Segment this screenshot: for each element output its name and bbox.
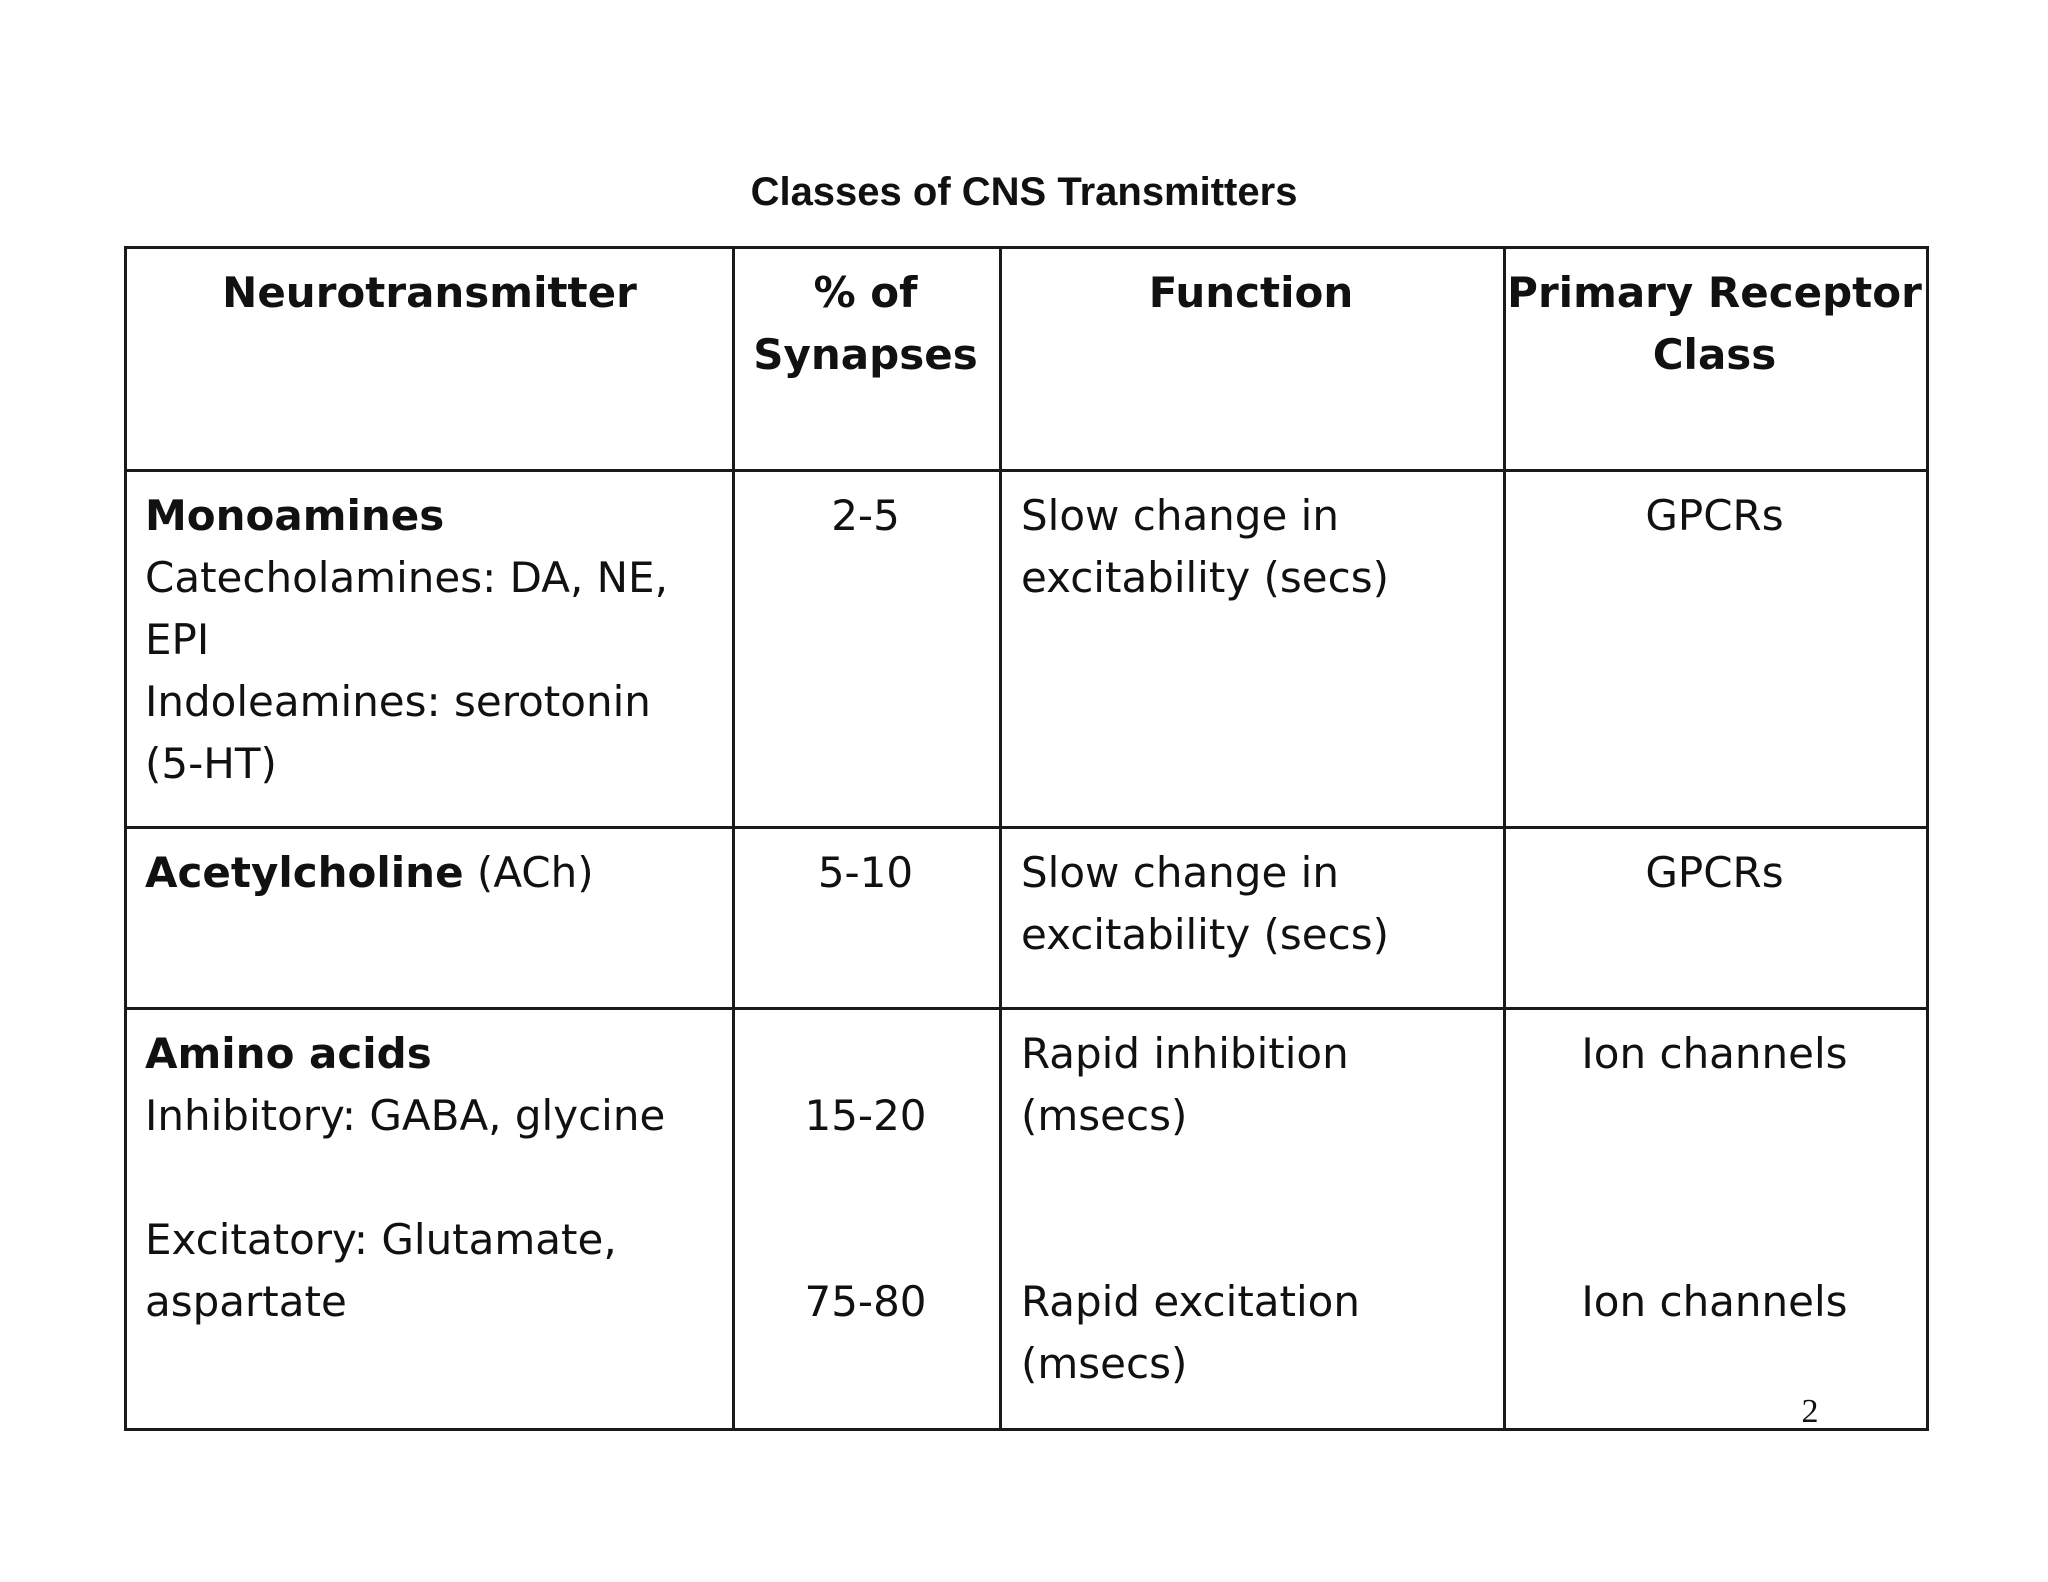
column-divider [1503, 249, 1506, 1428]
header-receptor-line1: Primary Receptor [1507, 268, 1922, 317]
monoamines-name: Monoamines [145, 491, 445, 540]
amino-acids-excitatory-line2: aspartate [145, 1277, 347, 1326]
column-divider [732, 249, 735, 1428]
excitatory-function-line2: (msecs) [1021, 1339, 1188, 1388]
row-divider [127, 826, 1926, 829]
row-divider [127, 1007, 1926, 1010]
excitatory-receptor: Ion channels [1581, 1277, 1848, 1326]
acetylcholine-receptor: GPCRs [1645, 848, 1784, 897]
amino-acids-name: Amino acids [145, 1029, 432, 1078]
excitatory-function-line1: Rapid excitation [1021, 1277, 1360, 1326]
acetylcholine-label [145, 842, 594, 904]
page-number: 2 [1801, 1393, 1819, 1430]
header-neurotransmitter: Neurotransmitter [222, 268, 637, 317]
amino-acids-excitatory-line1: Excitatory: Glutamate, [145, 1215, 617, 1264]
monoamines-epi: EPI [145, 615, 210, 664]
acetylcholine-name: Acetylcholine [145, 848, 464, 897]
acetylcholine-abbr: (ACh) [463, 848, 594, 897]
inhibitory-receptor: Ion channels [1581, 1029, 1848, 1078]
acetylcholine-function-line1: Slow change in [1021, 848, 1339, 897]
transmitter-table [124, 246, 1929, 1431]
monoamines-percent: 2-5 [831, 491, 900, 540]
inhibitory-function-line1: Rapid inhibition [1021, 1029, 1349, 1078]
monoamines-receptor: GPCRs [1645, 491, 1784, 540]
inhibitory-percent: 15-20 [804, 1091, 927, 1140]
row-divider [127, 469, 1926, 472]
header-receptor-line2: Class [1652, 330, 1777, 379]
monoamines-catecholamines: Catecholamines: DA, NE, [145, 553, 668, 602]
acetylcholine-percent: 5-10 [817, 848, 914, 897]
excitatory-percent: 75-80 [804, 1277, 927, 1326]
column-divider [999, 249, 1002, 1428]
header-function: Function [1148, 268, 1354, 317]
acetylcholine-function-line2: excitability (secs) [1021, 910, 1389, 959]
page-title: Classes of CNS Transmitters [750, 170, 1298, 214]
header-percent-line2: Synapses [753, 330, 978, 379]
monoamines-function-line2: excitability (secs) [1021, 553, 1389, 602]
inhibitory-function-line2: (msecs) [1021, 1091, 1188, 1140]
monoamines-5ht: (5-HT) [145, 739, 277, 788]
monoamines-function-line1: Slow change in [1021, 491, 1339, 540]
amino-acids-inhibitory: Inhibitory: GABA, glycine [145, 1091, 666, 1140]
header-percent-line1: % of [813, 268, 918, 317]
monoamines-indoleamines: Indoleamines: serotonin [145, 677, 651, 726]
